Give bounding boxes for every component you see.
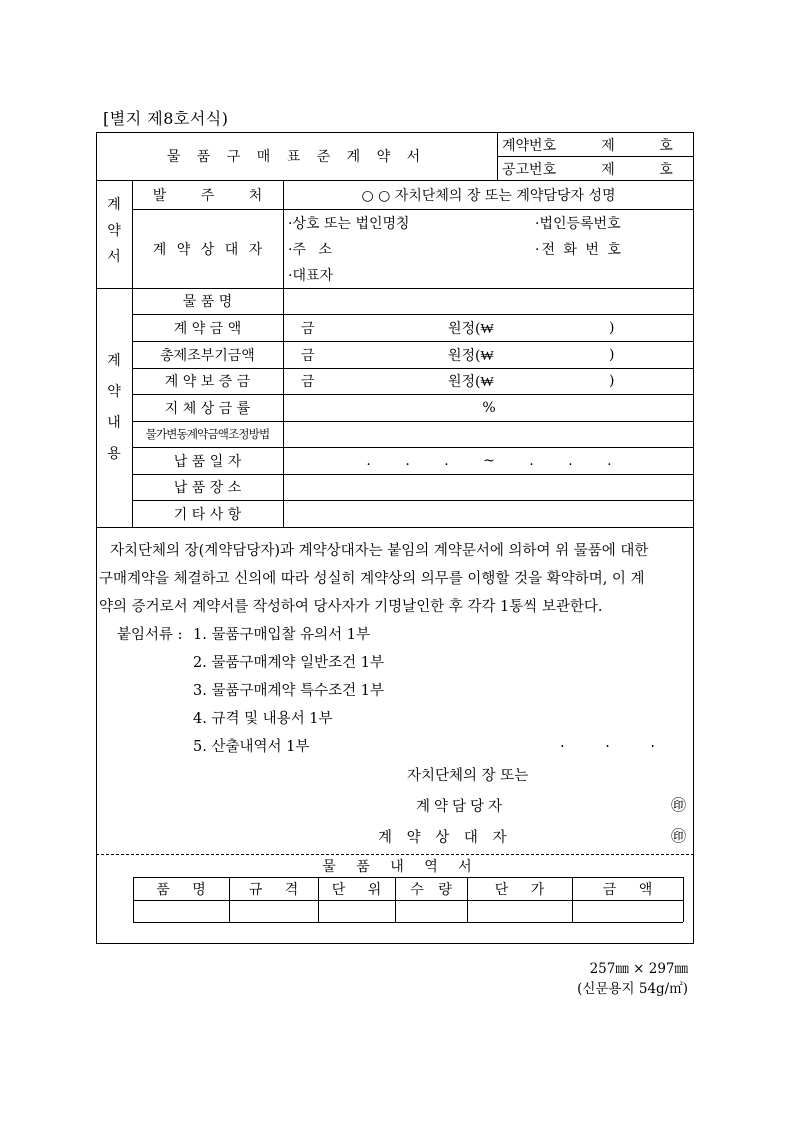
column-header-unit-price: 단 가 xyxy=(494,881,545,898)
column-header-amount: 금 액 xyxy=(602,881,653,898)
item-cell[interactable] xyxy=(134,901,229,922)
amount-cell[interactable] xyxy=(573,901,683,922)
amount-close-paren: ) xyxy=(609,319,615,336)
divider xyxy=(96,527,694,528)
column-header-item: 품 명 xyxy=(156,881,206,898)
column-header-quantity: 수 량 xyxy=(410,881,452,898)
section-label-contents xyxy=(96,346,132,470)
item-list-title: 물 품 내 역 서 xyxy=(322,859,478,875)
other-notes-field[interactable] xyxy=(284,500,694,527)
signer-officer-label: 계약담당자 xyxy=(416,799,507,815)
price-adjustment-field[interactable] xyxy=(284,421,694,447)
section-char: 계 xyxy=(107,353,121,369)
paper-spec: (신문용지 54g/㎡) xyxy=(577,981,688,997)
row-label-other-notes: 기 타 사 항 xyxy=(173,506,242,523)
deposit-won-prefix: 금 xyxy=(301,374,315,390)
deposit-close-paren: ) xyxy=(609,373,615,389)
row-label-contract-deposit: 계 약 보 증 금 xyxy=(164,374,251,390)
signing-date-field[interactable]: . . . xyxy=(560,735,656,751)
deposit-won-label: 원정(₩ xyxy=(448,374,494,390)
body-line-1: 자치단체의 장(계약담당자)과 계약상대자는 붙임의 계약문서에 의하여 위 물품에 대한 xyxy=(110,543,649,559)
section-char: 약 xyxy=(107,223,121,239)
attachment-item: 4. 규격 및 내용서 1부 xyxy=(193,711,333,727)
attachments-label: 붙임서류 : xyxy=(117,627,183,643)
delay-rate-field[interactable]: % xyxy=(482,399,496,416)
notice-number-label: 공고번호 xyxy=(502,161,557,178)
row-label-delivery-place: 납 품 장 소 xyxy=(173,480,242,496)
body-line-2: 구매계약을 체결하고 신의에 따라 성실히 계약상의 의무를 이행할 것을 확약하며, 이 계 xyxy=(99,571,645,587)
signer-title-line: 자치단체의 장 또는 xyxy=(407,768,529,784)
orderer-label: 발 주 처 xyxy=(152,188,263,204)
company-name-field[interactable]: ·상호 또는 법인명칭 xyxy=(288,216,410,232)
row-label-delay-rate: 지 체 상 금 률 xyxy=(164,400,251,417)
contract-number-label: 계약번호 xyxy=(502,137,557,154)
attachment-item: 3. 물품구매계약 특수조건 1부 xyxy=(193,683,384,699)
form-label: [별지 제8호서식) xyxy=(103,109,229,128)
orderer-field[interactable]: ○ ○ 자치단체의 장 또는 계약담당자 성명 xyxy=(361,188,616,204)
body-line-3: 약의 증거로서 계약서를 작성하여 당사자가 기명날인한 후 각각 1통씩 보관한다. xyxy=(99,599,603,615)
row-label-contract-amount: 계 약 금 액 xyxy=(173,320,242,337)
section-char: 내 xyxy=(107,415,121,431)
seal-icon[interactable]: ㊞ xyxy=(671,827,687,845)
row-label-item-name: 물 품 명 xyxy=(182,294,233,310)
phone-field[interactable]: ·전 화 번 호 xyxy=(535,242,623,258)
section-char: 계 xyxy=(107,197,121,213)
section-label-contract xyxy=(96,192,132,270)
contract-number-field[interactable]: 제 호 xyxy=(601,137,673,154)
notice-number-field[interactable]: 제 호 xyxy=(601,161,673,178)
section-char: 서 xyxy=(107,249,121,265)
amount-won-prefix: 금 xyxy=(301,320,315,337)
section-char: 약 xyxy=(107,384,121,400)
spec-cell[interactable] xyxy=(230,901,318,922)
amount-won-label: 원정(₩ xyxy=(448,320,494,337)
section-char: 용 xyxy=(107,446,121,462)
row-label-total-amount: 총제조부기금액 xyxy=(160,347,255,364)
divider xyxy=(133,922,683,923)
unit-cell[interactable] xyxy=(319,901,395,922)
column-header-spec: 규 격 xyxy=(248,881,299,898)
address-field[interactable]: ·주 소 xyxy=(288,242,332,258)
quantity-cell[interactable] xyxy=(396,901,467,922)
counterparty-label: 계 약 상 대 자 xyxy=(152,241,263,258)
total-won-label: 원정(₩ xyxy=(448,347,494,364)
document-title: 물 품 구 매 표 준 계 약 서 xyxy=(166,149,427,165)
item-name-field[interactable] xyxy=(284,288,694,314)
registration-number-field[interactable]: ·법인등록번호 xyxy=(535,216,621,232)
divider xyxy=(683,877,684,922)
attachment-item: 1. 물품구매입찰 유의서 1부 xyxy=(193,627,370,643)
unit-price-cell[interactable] xyxy=(468,901,572,922)
seal-icon[interactable]: ㊞ xyxy=(671,796,687,814)
row-label-delivery-date: 납 품 일 자 xyxy=(173,453,242,470)
attachment-item: 2. 물품구매계약 일반조건 1부 xyxy=(193,655,384,671)
row-label-price-adjustment: 물가변동계약금액조정방법 xyxy=(145,427,270,441)
total-close-paren: ) xyxy=(609,346,615,363)
paper-size: 257㎜ × 297㎜ xyxy=(589,961,688,977)
representative-field[interactable]: ·대표자 xyxy=(288,268,334,284)
delivery-place-field[interactable] xyxy=(284,474,694,500)
attachment-item: 5. 산출내역서 1부 xyxy=(193,739,310,755)
total-won-prefix: 금 xyxy=(301,347,315,364)
delivery-date-field[interactable]: . . . ~ . . . xyxy=(366,452,612,469)
column-header-unit: 단 위 xyxy=(331,881,382,898)
signer-counterparty-label: 계 약 상 대 자 xyxy=(378,830,507,846)
